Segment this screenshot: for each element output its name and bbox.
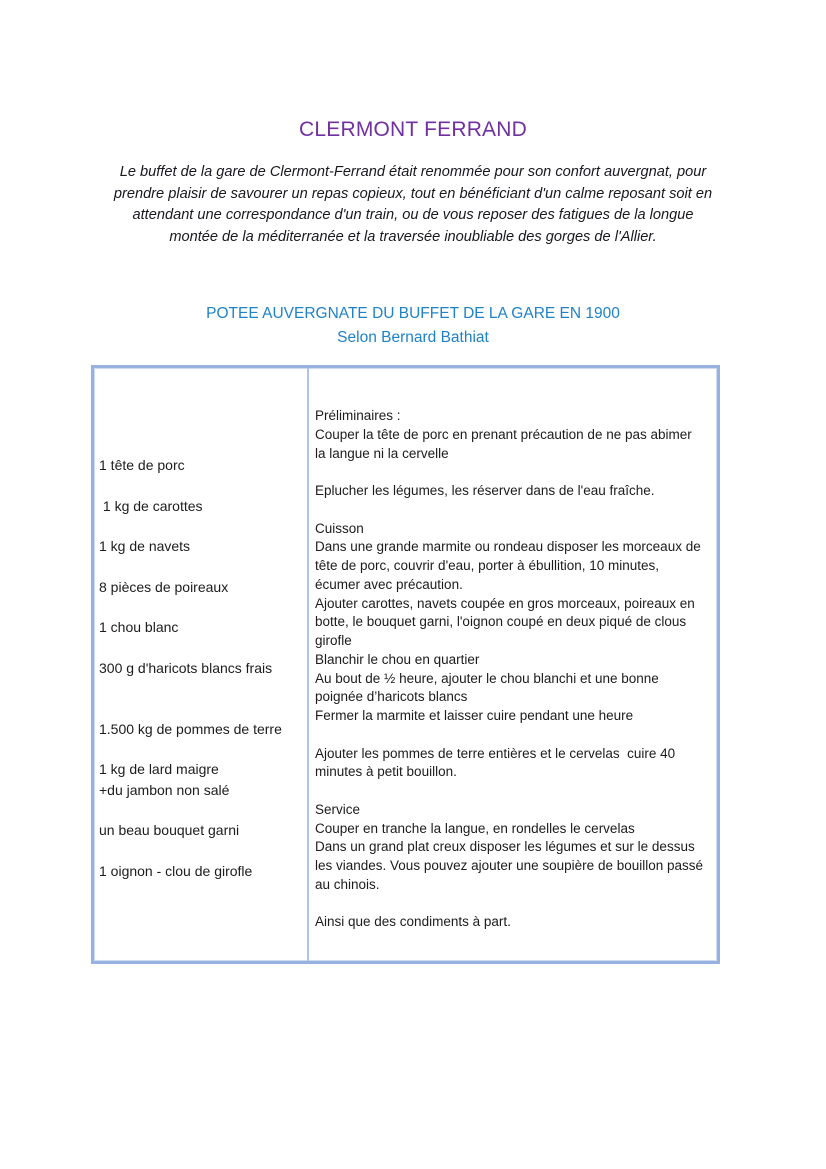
text-line: montée de la méditerranée et la traversée inoubliable des gorges de l'Allier. <box>169 228 657 245</box>
text-line <box>99 556 302 576</box>
text-line <box>315 501 709 520</box>
text-line: 8 pièces de poireaux <box>99 578 229 595</box>
text-line: Service <box>315 801 361 817</box>
text-line: 1 tête de porc <box>99 457 185 473</box>
text-line <box>315 782 709 801</box>
text-line: minutes à petit bouillon. <box>315 764 457 780</box>
text-line: poignée d’haricots blancs <box>315 689 468 705</box>
text-line: prendre plaisir de savourer un repas copieux, tout en bénéficiant d'un calme reposant soit en <box>113 185 713 202</box>
intro-paragraph <box>93 162 733 248</box>
text-line <box>315 895 709 914</box>
text-line: Dans un grand plat creux disposer les légumes et sur le dessus <box>315 839 695 855</box>
text-line: girofle <box>315 633 352 648</box>
text-line: 1 kg de navets <box>99 538 191 555</box>
text-line: Eplucher les légumes, les réserver dans de l'eau fraîche. <box>315 483 655 498</box>
text-line <box>315 726 709 745</box>
text-line <box>99 800 302 820</box>
recipe-heading-line2: Selon Bernard Bathiat <box>337 329 489 346</box>
text-line <box>99 841 302 861</box>
text-line: Cuisson <box>315 520 364 536</box>
text-line: Fermer la marmite et laisser cuire pendant une heure <box>315 708 634 723</box>
text-line <box>315 463 709 482</box>
text-line: Au bout de ½ heure, ajouter le chou blanchi et une bonne <box>315 670 659 686</box>
text-line: Couper la tête de porc en prenant précaution de ne pas abimer <box>315 426 692 442</box>
text-line: Le buffet de la gare de Clermont-Ferrand était renommée pour son confort auvergnat, pour <box>119 164 707 180</box>
text-line: Couper en tranche la langue, en rondelles le cervelas <box>315 820 635 836</box>
text-line: +du jambon non salé <box>99 781 230 798</box>
text-line <box>99 739 302 759</box>
instructions-cell <box>309 368 717 961</box>
text-line <box>99 475 302 495</box>
recipe-heading-line1: POTEE AUVERGNATE DU BUFFET DE LA GARE EN 1900 <box>206 305 620 322</box>
text-line: un beau bouquet garni <box>99 822 240 839</box>
text-line: Ajouter carottes, navets coupée en gros morceaux, poireaux en <box>315 595 695 611</box>
text-line: Ajouter les pommes de terre entières et le cervelas cuire 40 <box>315 745 676 761</box>
text-line: 300 g d'haricots blancs frais <box>99 659 273 676</box>
recipe-heading <box>0 302 826 350</box>
ingredients-cell <box>94 368 309 961</box>
text-line: Ainsi que des condiments à part. <box>315 914 511 930</box>
text-line <box>99 678 302 698</box>
text-line: 1.500 kg de pommes de terre <box>99 720 282 737</box>
text-line: botte, le bouquet garni, l'oignon coupé en deux piqué de clous <box>315 614 687 630</box>
recipe-table <box>91 365 720 964</box>
text-line: Préliminaires : <box>315 408 401 423</box>
text-line: la langue ni la cervelle <box>315 445 449 461</box>
text-line <box>99 638 302 658</box>
text-line: tête de porc, couvrir d'eau, porter à ébullition, 10 minutes, <box>315 558 660 573</box>
text-line: 1 oignon - clou de girofle <box>99 862 253 879</box>
text-line: les viandes. Vous pouvez ajouter une soupière de bouillon passé <box>315 858 704 873</box>
text-line: 1 chou blanc <box>99 619 179 636</box>
text-line: attendant une correspondance d'un train, ou de vous reposer des fatigues de la longue <box>132 207 694 224</box>
text-line <box>99 699 302 719</box>
page-title: CLERMONT FERRAND <box>299 118 527 141</box>
text-line: Dans une grande marmite ou rondeau disposer les morceaux de <box>315 539 701 555</box>
text-line: au chinois. <box>315 876 380 892</box>
text-line: 1 kg de lard maigre <box>99 761 219 778</box>
text-line: 1 kg de carottes <box>99 497 203 514</box>
text-line: Blanchir le chou en quartier <box>315 651 480 667</box>
text-line <box>99 516 302 536</box>
text-line <box>99 597 302 617</box>
text-line: écumer avec précaution. <box>315 576 463 592</box>
